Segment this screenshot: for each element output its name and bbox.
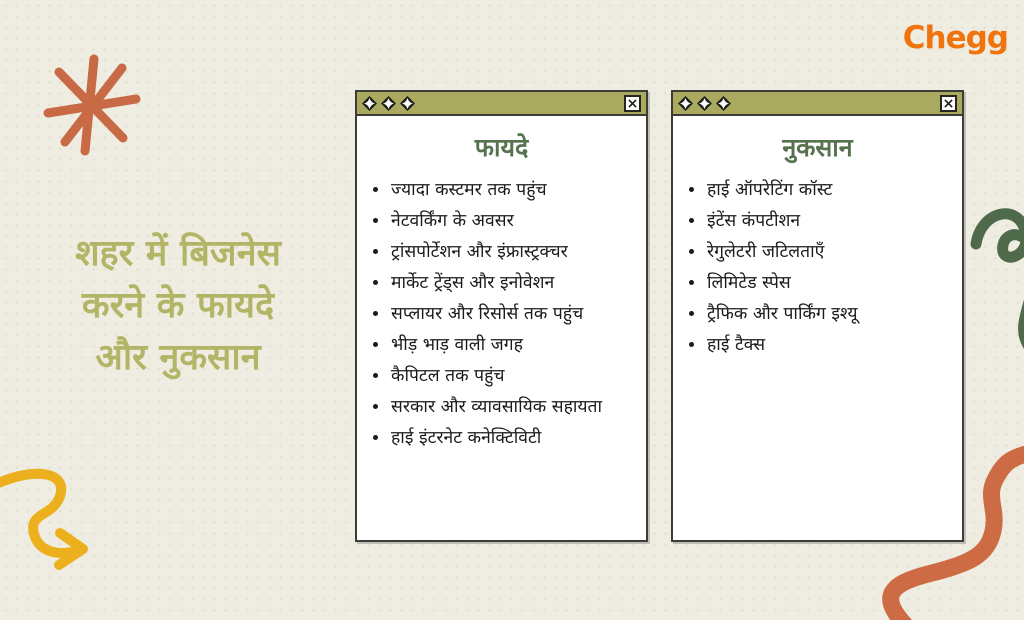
- diamond-sparkle-icon: [716, 96, 731, 111]
- list-item: • हाई इंटरनेट कनेक्टिविटी: [390, 429, 638, 449]
- page-title-line: शहर में बिजनेस: [75, 233, 281, 274]
- page-title-line: और नुकसान: [95, 337, 261, 379]
- chegg-logo: Chegg: [902, 20, 1008, 56]
- list-item: • सप्लायर और रिसोर्स तक पहुंच: [390, 305, 638, 325]
- list-item: • हाई टैक्स: [706, 336, 954, 356]
- list-item: • नेटवर्किंग के अवसर: [390, 212, 638, 232]
- list-item: • लिमिटेड स्पेस: [706, 274, 954, 294]
- loop-squiggle-icon: [968, 200, 1024, 365]
- disadvantages-window: [671, 90, 964, 542]
- close-button[interactable]: [624, 95, 641, 112]
- diamond-sparkle-icon: [678, 96, 693, 111]
- diamond-sparkle-icon: [400, 96, 415, 111]
- list-item: • कैपिटल तक पहुंच: [390, 367, 638, 387]
- asterisk-doodle-icon: [42, 55, 142, 155]
- close-button[interactable]: [940, 95, 957, 112]
- page-title-line: करने के फायदे: [81, 285, 275, 327]
- list-item: • ट्रैफिक और पार्किंग इश्यू: [706, 305, 954, 325]
- diamond-sparkle-icon: [697, 96, 712, 111]
- page-title: [20, 228, 336, 385]
- arrow-squiggle-icon: [0, 452, 110, 577]
- disadvantages-list: [673, 181, 962, 356]
- list-item: • हाई ऑपरेटिंग कॉस्ट: [706, 181, 954, 201]
- advantages-window: [355, 90, 648, 542]
- list-item: • रेगुलेटरी जटिलताएँ: [706, 243, 954, 263]
- list-item: • ट्रांसपोर्टेशन और इंफ्रास्ट्रक्चर: [390, 243, 638, 263]
- close-icon: [944, 99, 953, 108]
- close-icon: [628, 99, 637, 108]
- diamond-sparkle-icon: [381, 96, 396, 111]
- disadvantages-title: नुकसान: [782, 133, 853, 162]
- advantages-list: [357, 181, 646, 448]
- window-titlebar: [357, 92, 646, 116]
- advantages-title: फायदे: [474, 133, 529, 162]
- list-item: • ज्यादा कस्टमर तक पहुंच: [390, 181, 638, 201]
- list-item: • मार्केट ट्रेंड्स और इनोवेशन: [390, 274, 638, 294]
- list-item: • इंटेंस कंपटीशन: [706, 212, 954, 232]
- list-item: • भीड़ भाड़ वाली जगह: [390, 336, 638, 356]
- list-item: • सरकार और व्यावसायिक सहायता: [390, 398, 638, 418]
- diamond-sparkle-icon: [362, 96, 377, 111]
- window-titlebar: [673, 92, 962, 116]
